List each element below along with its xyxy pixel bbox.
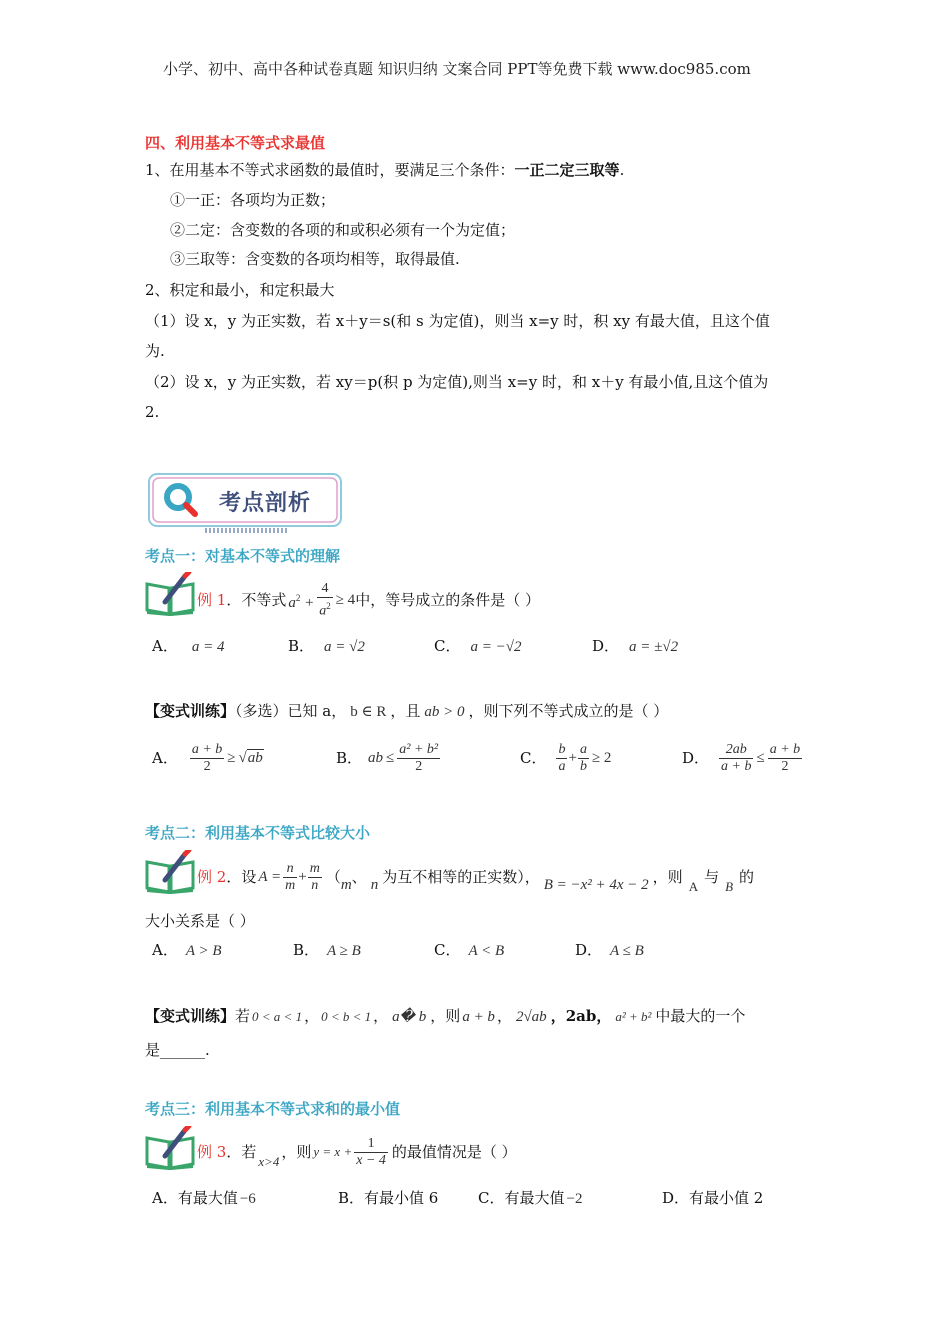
- section-banner: [145, 470, 345, 534]
- book-icon: [145, 1126, 197, 1170]
- p1-text: 1、在用基本不等式求函数的最值时，要满足三个条件：: [145, 161, 515, 179]
- paragraph-4b: 2.: [145, 403, 160, 421]
- ex3-option-a[interactable]: A．有最大值 −6: [152, 1189, 256, 1207]
- ex2-option-c[interactable]: C． A < B: [434, 941, 505, 959]
- ex1-option-a[interactable]: A． a = 4: [152, 637, 225, 655]
- banner-title: 考点剖析: [219, 491, 312, 516]
- example-1: [197, 580, 540, 620]
- paragraph-3a: （1）设 x，y 为正实数，若 x＋y＝s(和 s 为定值)，则当 x=y 时，积 xy 有最大值，且这个值: [145, 312, 770, 330]
- ex1-text-a: ．不等式: [226, 591, 287, 609]
- variant-2-line2: 是______.: [145, 1041, 210, 1059]
- paragraph-3b: 为.: [145, 342, 165, 360]
- example-3: 例 3 ．若 x>4 ，则 y = x + $\frac{1}{x - 4}$ 的最值情况是（ ）: [197, 1135, 517, 1169]
- ex2-option-a[interactable]: A． A > B: [152, 941, 222, 959]
- section-title: 四、利用基本不等式求最值: [145, 134, 326, 152]
- variant-2: 【变式训练】若 0 < a < 1 ， 0 < b < 1 ， a� b ，则 a + b ， 2√ab ，2ab， a² + b² 中最大的一个: [145, 1007, 746, 1025]
- book-icon: [145, 572, 197, 616]
- ex1-option-d[interactable]: D． a = ±√2: [592, 637, 679, 655]
- ex1-label: 例 1: [197, 591, 227, 609]
- ex3-option-b[interactable]: B．有最小值 6: [338, 1189, 439, 1207]
- ex1-ge4: ≥ 4: [335, 592, 356, 608]
- variant-1: 【变式训练】（多选）已知 a， b ∈ R ，且 ab > 0 ，则下列不等式成立的是（ ）: [145, 702, 669, 720]
- paragraph-2: 2、积定和最小，和定积最大: [145, 281, 335, 299]
- ex3-option-c[interactable]: C．有最大值 −2: [478, 1189, 583, 1207]
- p1-end: .: [619, 161, 625, 179]
- book-icon: [145, 850, 197, 894]
- ex2-option-d[interactable]: D． A ≤ B: [575, 941, 644, 959]
- var1-option-b[interactable]: B． ab ≤ $\frac{\text{a² + b²}}{2}$: [336, 741, 439, 774]
- ex1-option-c[interactable]: C． a = −√2: [434, 637, 522, 655]
- search-icon: [161, 480, 201, 520]
- ex1-fraction: $\frac{4}{a^2}$: [319, 580, 331, 619]
- condition-3: ③三取等：含变数的各项均相等，取得最值.: [170, 250, 460, 268]
- paragraph-1: [145, 160, 624, 180]
- ex2-line2: 大小关系是（ ）: [145, 912, 255, 930]
- paragraph-4a: （2）设 x，y 为正实数，若 xy＝p(积 p 为定值),则当 x=y 时，和 x＋y 有最小值,且这个值为: [145, 373, 769, 391]
- p1-bold: 一正二定三取等: [514, 161, 620, 179]
- ex3-option-d[interactable]: D．有最小值 2: [662, 1189, 764, 1207]
- ex2-option-b[interactable]: B． A ≥ B: [293, 941, 361, 959]
- condition-2: ②二定：含变数的各项的和或积必须有一个为定值；: [170, 221, 516, 239]
- ex1-a: $a^2$ +: [288, 592, 315, 611]
- ex1-text-b: 中，等号成立的条件是（ ）: [355, 591, 540, 609]
- var1-option-c[interactable]: C． $\frac{b}{a}$ + $\frac{a}{b}$ ≥ 2: [520, 741, 612, 774]
- var1-option-d[interactable]: D． $\frac{2ab}{a + b}$ ≤ $\frac{a + b}{2}$: [682, 741, 801, 774]
- kd1-title: 考点一：对基本不等式的理解: [145, 547, 341, 565]
- page-header: 小学、初中、高中各种试卷真题 知识归纳 文案合同 PPT等免费下载 www.doc985.com: [163, 60, 751, 78]
- condition-1: ①一正：各项均为正数；: [170, 191, 336, 209]
- kd2-title: 考点二：利用基本不等式比较大小: [145, 824, 371, 842]
- ex1-option-b[interactable]: B． a = √2: [288, 637, 365, 655]
- var1-option-a[interactable]: A． $\frac{a + b}{2}$ ≥ √ab: [152, 741, 263, 774]
- example-2: 例 2 ．设 A = $\frac{n}{m}$ + $\frac{m}{n}$ （ m 、 n 为互不相等的正实数）， B = −x² + 4x − 2 ，则 A 与 B 的: [197, 860, 755, 894]
- kd3-title: 考点三：利用基本不等式求和的最小值: [145, 1100, 401, 1118]
